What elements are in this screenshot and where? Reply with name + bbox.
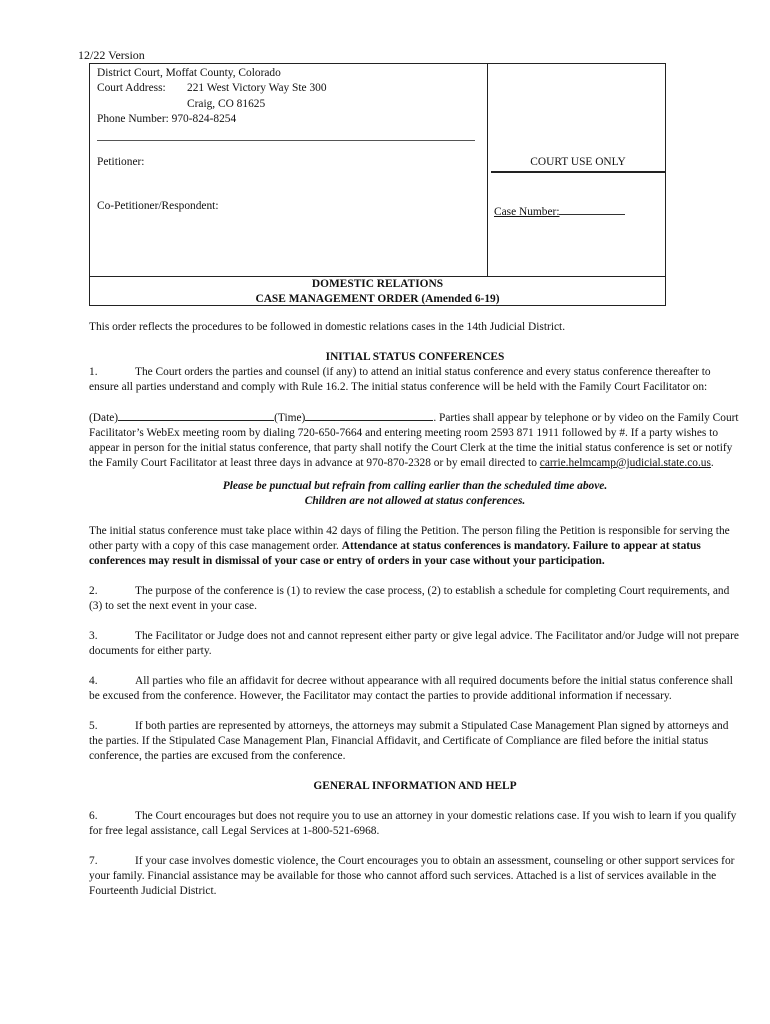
paragraph-number: 3. <box>89 630 98 642</box>
court-name: District Court, Moffat County, Colorado <box>97 67 281 79</box>
schedule-end: . <box>710 457 714 469</box>
notice-line2: Children are not allowed at status conferences. <box>304 495 526 507</box>
paragraph-7 <box>89 854 741 899</box>
paragraph-1 <box>89 365 741 395</box>
intro-paragraph: This order reflects the procedures to be followed in domestic relations cases in the 14th Judicial District. <box>89 321 566 333</box>
paragraph-text: If your case involves domestic violence, the Court encourages you to obtain an assessment, counseling or other support services for your family. Financial assistance may be available for those who cannot afford such services. Attached is a list of services available in the Fourteenth Judicial District. <box>89 855 735 897</box>
paragraph-text: The Facilitator or Judge does not and cannot represent either party or give legal advice. The Facilitator and/or Judge will not prepare documents for either party. <box>89 630 739 657</box>
paragraph-text: All parties who file an affidavit for decree without appearance with all required documents before the initial status conference shall be excused from the conference. However, the Facilitator may contact the parties to provide additional information if necessary. <box>89 675 733 702</box>
time-label: (Time) <box>274 412 306 424</box>
paragraph-3 <box>89 629 741 659</box>
caption-divider <box>97 140 475 141</box>
schedule-text: . Parties shall appear by telephone or by video on the Family Court Facilitator’s WebEx meeting room by dialing 720-650-7664 and entering meeting room 2593 871 1911 followed by #. If a party wishes to appear in person for the initial status conference, that party shall notify the Court Clerk at the time the initial status conference is set or notify the Family Court Facilitator at least three days in advance at 970-870-2328 or by email directed to <box>89 412 739 469</box>
date-label: (Date) <box>89 412 119 424</box>
title-line2: CASE MANAGEMENT ORDER (Amended 6-19) <box>255 293 500 305</box>
court-address <box>97 81 327 96</box>
notice-line1: Please be punctual but refrain from calling earlier than the scheduled time above. <box>222 480 608 492</box>
case-caption-box <box>89 63 666 306</box>
case-number-label: Case Number: <box>494 206 560 218</box>
paragraph-text: The Court encourages but does not require you to use an attorney in your domestic relations case. If you wish to learn if you qualify for free legal assistance, call Legal Services at 1-800-521-6968. <box>89 810 737 837</box>
paragraph-5 <box>89 719 741 764</box>
paragraph-number: 1. <box>89 366 98 378</box>
date-blank[interactable] <box>118 410 274 421</box>
title-line1: DOMESTIC RELATIONS <box>311 278 444 290</box>
address-label: Court Address: <box>97 82 166 95</box>
time-blank[interactable] <box>305 410 433 421</box>
caption-title <box>90 276 665 307</box>
facilitator-email-link[interactable]: carrie.helmcamp@judicial.state.co.us <box>539 457 711 469</box>
paragraph-number: 4. <box>89 675 98 687</box>
court-use-only-rule <box>491 171 666 173</box>
co-petitioner-label: Co-Petitioner/Respondent: <box>97 200 219 212</box>
court-phone: Phone Number: 970-824-8254 <box>97 112 237 125</box>
paragraph-text: The Court orders the parties and counsel (if any) to attend an initial status conference and every status conference thereafter to ensure all parties understand and comply with Rule 16.2. The initial status conference will be held with the Family Court Facilitator on: <box>89 366 711 393</box>
address-line2: Craig, CO 81625 <box>187 97 266 110</box>
paragraph-number: 6. <box>89 810 98 822</box>
paragraph-number: 7. <box>89 855 98 867</box>
deadline-paragraph <box>89 524 741 569</box>
deadline-text: The initial status conference must take place within 42 days of filing the Petition. The person filing the Petition is responsible for serving the other party with a copy of this case management order. <box>89 525 730 552</box>
case-number-field <box>494 203 625 218</box>
address-line1: 221 West Victory Way Ste 300 <box>187 82 327 95</box>
paragraph-2 <box>89 584 741 614</box>
petitioner-label: Petitioner: <box>97 156 145 168</box>
caption-left-panel <box>90 64 488 276</box>
paragraph-text: If both parties are represented by attorneys, the attorneys may submit a Stipulated Case Management Plan signed by attorneys and the parties. If the Stipulated Case Management Plan, Financial Affidavit, and Certificate of Compliance are filed before the initial status conference, the parties are excused from the conference. <box>89 720 729 762</box>
deadline-bold: Attendance at status conferences is mandatory. Failure to appear at status conferences may result in dismissal of your case or entry of orders in your case without your participation. <box>89 540 701 567</box>
paragraph-6 <box>89 809 741 839</box>
paragraph-text: The purpose of the conference is (1) to review the case process, (2) to establish a schedule for completing Court requirements, and (3) to set the next event in your case. <box>89 585 730 612</box>
case-number-blank[interactable] <box>559 203 625 215</box>
court-info <box>97 66 327 127</box>
schedule-paragraph <box>89 410 741 471</box>
section-heading-initial: INITIAL STATUS CONFERENCES <box>325 351 505 363</box>
section-heading-general: GENERAL INFORMATION AND HELP <box>313 780 517 792</box>
paragraph-4 <box>89 674 741 704</box>
paragraph-number: 5. <box>89 720 98 732</box>
order-body <box>89 320 741 899</box>
paragraph-number: 2. <box>89 585 98 597</box>
version-label: 12/22 Version <box>78 48 145 62</box>
court-use-only-label: COURT USE ONLY <box>530 156 626 168</box>
